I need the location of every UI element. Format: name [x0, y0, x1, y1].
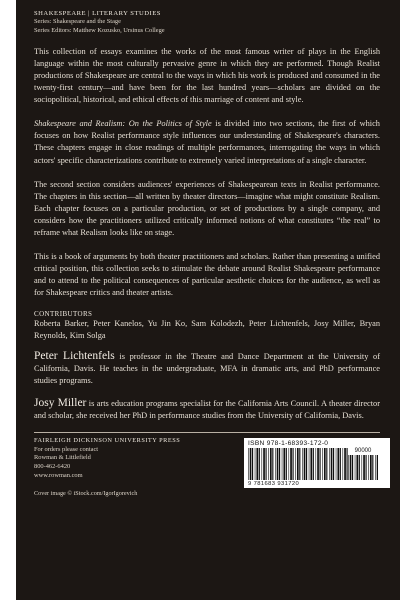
description-paragraph-2	[34, 118, 380, 166]
publisher-info	[34, 437, 180, 480]
ean-barcode-icon	[248, 448, 348, 480]
back-cover	[16, 0, 400, 600]
distributor-name: Rowman & Littlefield	[34, 454, 91, 462]
barcode	[244, 438, 390, 488]
editor-name: Peter Lichtenfels	[34, 349, 115, 362]
editor-bio-text: is arts education programs specialist for the California Arts Council. A theater director and scholar, she received her PhD in performance studies from the University of California, Davis.	[34, 398, 381, 421]
addon-barcode-icon	[348, 455, 378, 480]
series-info	[34, 10, 380, 36]
cover-image-credit: Cover image © iStock.com/IgorIgorevich	[34, 490, 138, 498]
imprint-label: SHAKESPEARE | LITERARY STUDIES	[34, 10, 161, 17]
editor-bio-text: is professor in the Theatre and Dance Department at the University of California, Davis. He teaches in the undergraduate, MFA in dramatic arts, and PhD performance studies programs.	[34, 351, 380, 385]
barcode-bars	[248, 448, 386, 480]
publisher-phone: 800-462-6420	[34, 463, 71, 471]
book-title: Shakespeare and Realism: On the Politics of Style	[34, 119, 212, 129]
series-editors: Series Editors: Matthew Kozusko, Ursinus College	[34, 27, 165, 35]
description-paragraph-2-text: is divided into two sections, the first of which focuses on how Realist performance style influences our understanding of Shakespeare's characters. These chapters engage in close readings of multiple performances, interrogating the ways in which actors' specific characterizations contribute to extremely varied interpretations of a single character.	[34, 119, 380, 165]
description-paragraph-1: This collection of essays examines the works of the most famous writer of plays in the English language within the most culturally pervasive genre in which they are performed. Though Realist productions of Shakespeare are central to the ways in which his work is produced and consumed in the twenty-first century—and have been for the last hundred years—scholars are divided on the sociopolitical, historical, and ethical effects of this marriage of content and style.	[34, 46, 380, 105]
footer	[34, 437, 380, 498]
footer-divider	[34, 432, 380, 433]
barcode-digits: 9 781683 931720	[248, 481, 300, 488]
contributors-list: Roberta Barker, Peter Kanelos, Yu Jin Ko, Sam Kolodezh, Peter Lichtenfels, Josy Miller, Bryan Reynolds, Kim Solga	[34, 318, 380, 340]
order-contact-line: For orders please contact	[34, 445, 99, 453]
addon-barcode	[348, 448, 378, 480]
isbn-label: ISBN 978-1-68393-172-0	[248, 440, 329, 448]
contributors-heading: CONTRIBUTORS	[34, 309, 93, 318]
description-paragraph-4: This is a book of arguments by both theater practitioners and scholars. Rather than presenting a unified critical position, this collection seeks to stimulate the debate around Realist Shakespeare performance and to attend to the political consequences of particular aesthetic choices for the audience, as well as for Shakespeare critics and theater artists.	[34, 252, 380, 298]
description-paragraph-3: The second section considers audiences' experiences of Shakespearean texts in Realist performance. The chapters in this section—all written by theater directors—imagine what might constitute Realism. Each chapter focuses on a particular production, or set of productions by a single company, and considers how the practitioners utilized critically informed notions of what constitutes “the real” to reframe what Realism looks like on stage.	[34, 179, 380, 238]
publisher-website: www.rowman.com	[34, 471, 83, 479]
editor-name: Josy Miller	[34, 396, 87, 409]
editor-bio-1	[34, 350, 380, 387]
series-name: Series: Shakespeare and the Stage	[34, 18, 121, 25]
publisher-name: FAIRLEIGH DICKINSON UNIVERSITY PRESS	[34, 437, 181, 445]
addon-number: 90000	[354, 448, 372, 455]
editor-bio-2	[34, 397, 380, 422]
